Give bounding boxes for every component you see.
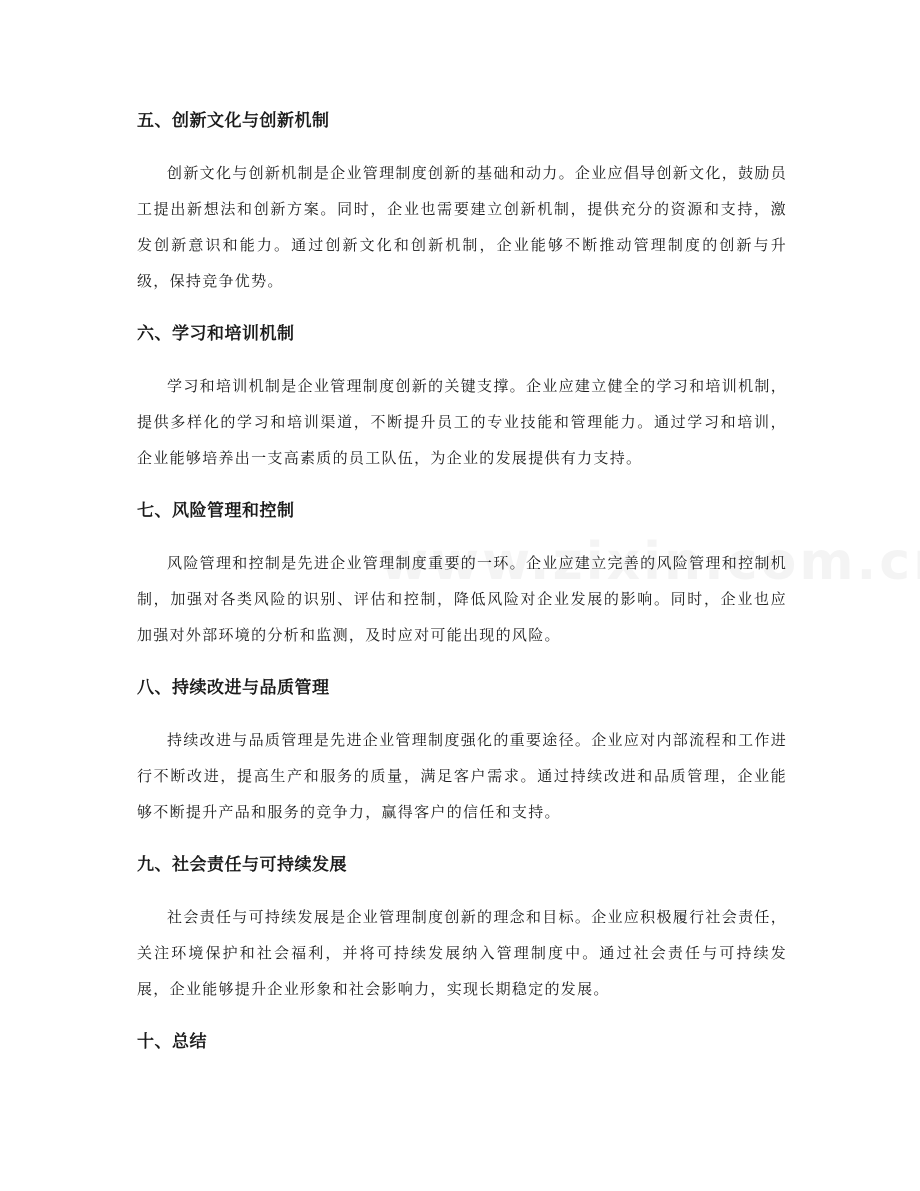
document-content — [137, 106, 787, 1076]
section-paragraph: 学习和培训机制是企业管理制度创新的关键支撑。企业应建立健全的学习和培训机制，提供多样化的学习和培训渠道，不断提升员工的专业技能和管理能力。通过学习和培训，企业能够培养出一支高素质的员工队伍，为企业的发展提供有力支持。 — [137, 377, 787, 467]
section-6 — [137, 319, 787, 476]
section-heading: 十、总结 — [137, 1032, 207, 1052]
section-heading: 七、风险管理和控制 — [137, 501, 295, 521]
section-heading: 六、学习和培训机制 — [137, 324, 295, 344]
section-heading: 八、持续改进与品质管理 — [137, 678, 330, 698]
section-paragraph: 风险管理和控制是先进企业管理制度重要的一环。企业应建立完善的风险管理和控制机制，加强对各类风险的识别、评估和控制，降低风险对企业发展的影响。同时，企业也应加强对外部环境的分析和监测，及时应对可能出现的风险。 — [137, 554, 787, 644]
section-paragraph: 创新文化与创新机制是企业管理制度创新的基础和动力。企业应倡导创新文化，鼓励员工提出新想法和创新方案。同时，企业也需要建立创新机制，提供充分的资源和支持，激发创新意识和能力。通过创新文化和创新机制，企业能够不断推动管理制度的创新与升级，保持竞争优势。 — [137, 164, 787, 290]
section-8 — [137, 673, 787, 830]
section-7 — [137, 496, 787, 653]
section-heading: 五、创新文化与创新机制 — [137, 111, 330, 131]
section-heading: 九、社会责任与可持续发展 — [137, 855, 347, 875]
section-10 — [137, 1027, 787, 1057]
section-5 — [137, 106, 787, 299]
section-paragraph: 持续改进与品质管理是先进企业管理制度强化的重要途径。企业应对内部流程和工作进行不断改进，提高生产和服务的质量，满足客户需求。通过持续改进和品质管理，企业能够不断提升产品和服务的竞争力，赢得客户的信任和支持。 — [137, 731, 787, 821]
section-9 — [137, 850, 787, 1007]
section-paragraph: 社会责任与可持续发展是企业管理制度创新的理念和目标。企业应积极履行社会责任，关注环境保护和社会福利，并将可持续发展纳入管理制度中。通过社会责任与可持续发展，企业能够提升企业形象和社会影响力，实现长期稳定的发展。 — [137, 908, 787, 998]
